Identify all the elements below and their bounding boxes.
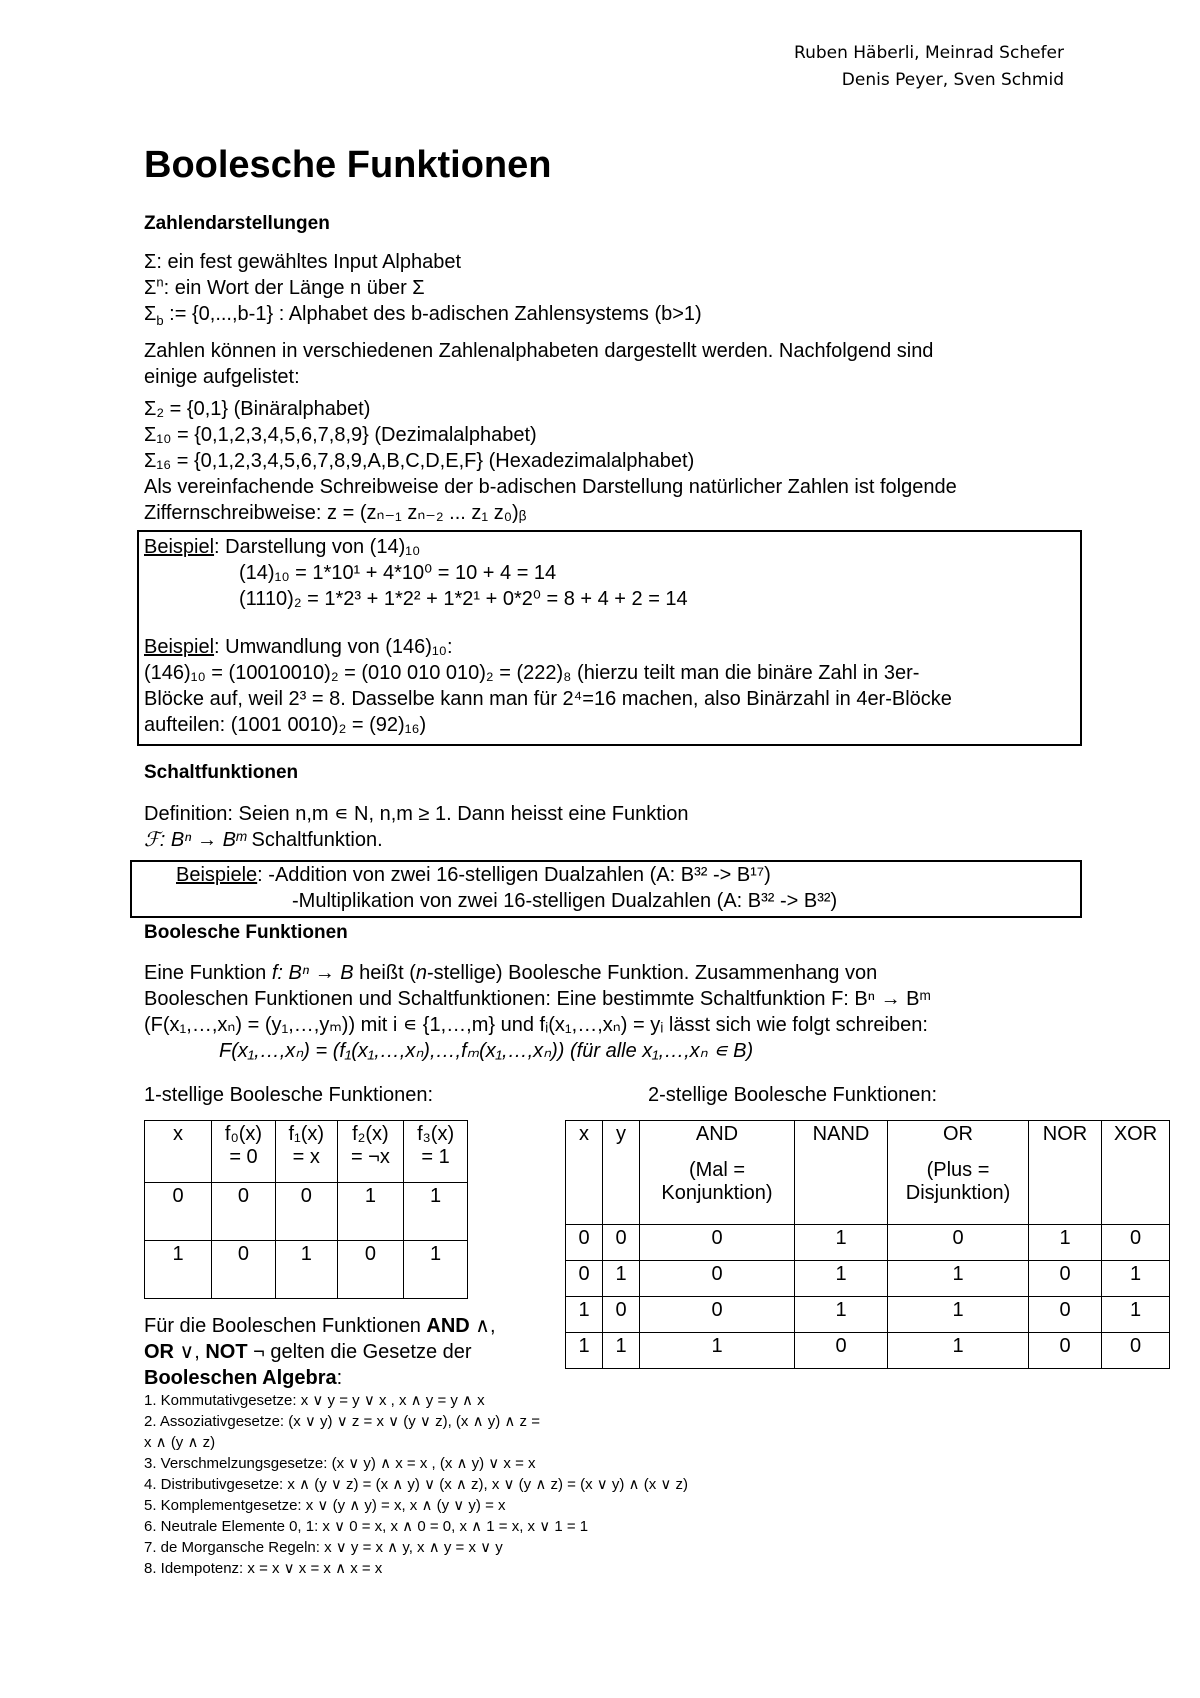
table-cell: 0 bbox=[603, 1297, 640, 1333]
authors-line2: Denis Peyer, Sven Schmid bbox=[841, 70, 1064, 90]
alphabet-list bbox=[144, 396, 957, 526]
definition-line2: ℱ: Bⁿ → Bᵐ Schaltfunktion. bbox=[144, 829, 383, 851]
table-cell: 1 bbox=[566, 1297, 603, 1333]
table-row bbox=[145, 1183, 468, 1241]
table-cell: 1 bbox=[1029, 1225, 1102, 1261]
table1-header: f₁(x) = x bbox=[275, 1121, 337, 1183]
table2-header-row bbox=[566, 1121, 1170, 1225]
table-row bbox=[145, 1241, 468, 1299]
table-cell: 1 bbox=[795, 1297, 888, 1333]
table-row bbox=[566, 1225, 1170, 1261]
boolesche-line3: (F(x₁,…,xₙ) = (y₁,…,yₘ)) mit i ∊ {1,…,m} und fᵢ(x₁,…,xₙ) = yᵢ lässt sich wie folgt schreiben: bbox=[144, 1014, 928, 1036]
table-cell: 1 bbox=[566, 1333, 603, 1369]
table1-header: x bbox=[145, 1121, 212, 1183]
table2-header: AND (Mal = Konjunktion) bbox=[640, 1121, 795, 1225]
beispiel-2-line1: (146)₁₀ = (10010010)₂ = (010 010 010)₂ = (222)₈ (hierzu teilt man die binäre Zahl in 3er- bbox=[144, 662, 920, 684]
table2-header: x bbox=[566, 1121, 603, 1225]
table2-caption: 2-stellige Boolesche Funktionen: bbox=[648, 1084, 938, 1106]
table-cell: 0 bbox=[275, 1183, 337, 1241]
law-assoziativ-cont: x ∧ (y ∧ z) bbox=[144, 1434, 216, 1451]
table-row bbox=[566, 1333, 1170, 1369]
beispiel-2 bbox=[144, 634, 952, 738]
beispiel-1-line1: (14)₁₀ = 1*10¹ + 4*10⁰ = 10 + 4 = 14 bbox=[239, 562, 557, 584]
table2-header: y bbox=[603, 1121, 640, 1225]
table-cell: 1 bbox=[1102, 1297, 1170, 1333]
notation-line1: Als vereinfachende Schreibweise der b-adischen Darstellung natürlicher Zahlen ist folgende bbox=[144, 476, 957, 498]
table-cell: 0 bbox=[337, 1241, 404, 1299]
law-komplement: 5. Komplementgesetze: x ∨ (y ∧ y) = x, x ∧ (y ∨ y) = x bbox=[144, 1497, 506, 1514]
sigma-n-def: $\Sigma^n$: ein Wort der Länge n über Σ bbox=[144, 274, 425, 299]
table-cell: 1 bbox=[888, 1261, 1029, 1297]
table1-header-row bbox=[145, 1121, 468, 1183]
table-cell: 1 bbox=[275, 1241, 337, 1299]
table-cell: 0 bbox=[212, 1183, 276, 1241]
table-cell: 0 bbox=[1029, 1297, 1102, 1333]
table-cell: 0 bbox=[1102, 1225, 1170, 1261]
gesetze-list bbox=[144, 1390, 688, 1579]
law-distributiv: 4. Distributivgesetze: x ∧ (y ∨ z) = (x ∧ y) ∨ (x ∧ z), x ∨ (y ∧ z) = (x ∨ y) ∧ (x ∨ z) bbox=[144, 1476, 688, 1493]
table-cell: 0 bbox=[1029, 1333, 1102, 1369]
authors-line1: Ruben Häberli, Meinrad Schefer bbox=[794, 43, 1064, 63]
boolesche-text bbox=[144, 960, 931, 1064]
table-cell: 0 bbox=[795, 1333, 888, 1369]
beispiel-1 bbox=[144, 534, 688, 612]
beispiel-label: Beispiel bbox=[144, 536, 215, 558]
table-cell: 0 bbox=[603, 1225, 640, 1261]
table-cell: 1 bbox=[888, 1297, 1029, 1333]
table-cell: 1 bbox=[404, 1183, 468, 1241]
alphabet-hex: Σ₁₆ = {0,1,2,3,4,5,6,7,8,9,A,B,C,D,E,F} (Hexadezimalalphabet) bbox=[144, 450, 695, 472]
boolesche-line1: Eine Funktion f: Bⁿ → B heißt (n-stellige) Boolesche Funktion. Zusammenhang von bbox=[144, 962, 878, 984]
law-neutral: 6. Neutrale Elemente 0, 1: x ∨ 0 = x, x ∧ 0 = 0, x ∧ 1 = x, x ∨ 1 = 1 bbox=[144, 1518, 589, 1535]
law-assoziativ: 2. Assoziativgesetze: (x ∨ y) ∨ z = x ∨ (y ∨ z), (x ∧ y) ∧ z = bbox=[144, 1413, 540, 1430]
alphabet-decimal: Σ₁₀ = {0,1,2,3,4,5,6,7,8,9} (Dezimalalphabet) bbox=[144, 424, 537, 446]
table-cell: 0 bbox=[640, 1297, 795, 1333]
table1-header: f₃(x) = 1 bbox=[404, 1121, 468, 1183]
beispiel-addition: : -Addition von zwei 16-stelligen Dualzahlen (A: B³² -> B¹⁷) bbox=[257, 864, 771, 886]
heading-zahlendarstellungen: Zahlendarstellungen bbox=[144, 213, 330, 234]
beispiel-2-line3: aufteilen: (1001 0010)₂ = (92)₁₆) bbox=[144, 714, 427, 736]
table-cell: 1 bbox=[145, 1241, 212, 1299]
beispiel-2-line2: Blöcke auf, weil 2³ = 8. Dasselbe kann man für 2⁴=16 machen, also Binärzahl in 4er-Blöcke bbox=[144, 688, 952, 710]
gesetze-intro-line3: Booleschen Algebra: bbox=[144, 1367, 343, 1389]
table-cell: 1 bbox=[795, 1261, 888, 1297]
table-1-stellig bbox=[144, 1120, 468, 1299]
table-cell: 1 bbox=[1102, 1261, 1170, 1297]
table-2-stellig bbox=[565, 1120, 1170, 1369]
alphabet-binary: Σ₂ = {0,1} (Binäralphabet) bbox=[144, 398, 371, 420]
table2-header: OR (Plus = Disjunktion) bbox=[888, 1121, 1029, 1225]
sigma-b-def: $\Sigma_b$ := {0,...,b-1} : Alphabet des b-adischen Zahlensystems (b>1) bbox=[144, 303, 702, 328]
sigma-def: Σ: ein fest gewähltes Input Alphabet bbox=[144, 251, 462, 273]
intro-line2: einige aufgelistet: bbox=[144, 366, 300, 388]
table-cell: 1 bbox=[640, 1333, 795, 1369]
boolesche-line4: F(x₁,…,xₙ) = (f₁(x₁,…,xₙ),…,fₘ(x₁,…,xₙ)) (für alle x₁,…,xₙ ∊ B) bbox=[219, 1040, 754, 1062]
table-cell: 1 bbox=[603, 1261, 640, 1297]
table-cell: 0 bbox=[640, 1261, 795, 1297]
heading-schaltfunktionen: Schaltfunktionen bbox=[144, 762, 299, 783]
table1-header: f₀(x) = 0 bbox=[212, 1121, 276, 1183]
table-cell: 0 bbox=[566, 1225, 603, 1261]
table-cell: 0 bbox=[1102, 1333, 1170, 1369]
table-cell: 1 bbox=[795, 1225, 888, 1261]
table-row bbox=[566, 1297, 1170, 1333]
beispiel-label: Beispiel bbox=[144, 636, 215, 658]
table-cell: 0 bbox=[1029, 1261, 1102, 1297]
table-cell: 0 bbox=[145, 1183, 212, 1241]
table-cell: 1 bbox=[337, 1183, 404, 1241]
alphabet-intro bbox=[144, 338, 933, 390]
table-cell: 0 bbox=[566, 1261, 603, 1297]
beispiel-1-line2: (1110)₂ = 1*2³ + 1*2² + 1*2¹ + 0*2⁰ = 8 + 4 + 2 = 14 bbox=[239, 588, 688, 610]
authors bbox=[794, 40, 1064, 94]
table-cell: 1 bbox=[603, 1333, 640, 1369]
intro-line1: Zahlen können in verschiedenen Zahlenalphabeten dargestellt werden. Nachfolgend sind bbox=[144, 340, 934, 362]
table2-header: NAND bbox=[795, 1121, 888, 1225]
table-cell: 1 bbox=[404, 1241, 468, 1299]
gesetze-intro-line2: OR ∨, NOT ¬ gelten die Gesetze der bbox=[144, 1341, 472, 1363]
definition-line1: Definition: Seien n,m ∊ N, n,m ≥ 1. Dann heisst eine Funktion bbox=[144, 803, 689, 825]
beispiel-multiplikation: -Multiplikation von zwei 16-stelligen Dualzahlen (A: B³² -> B³²) bbox=[292, 890, 838, 912]
table1-caption: 1-stellige Boolesche Funktionen: bbox=[144, 1084, 434, 1106]
law-de-morgan: 7. de Morgansche Regeln: x ∨ y = x ∧ y, x ∧ y = x ∨ y bbox=[144, 1539, 503, 1556]
beispiele-content bbox=[176, 862, 837, 914]
beispiel-2-title: : Umwandlung von (146)₁₀: bbox=[214, 636, 453, 658]
boolesche-line2: Booleschen Funktionen und Schaltfunktionen: Eine bestimmte Schaltfunktion F: Bⁿ → Bᵐ bbox=[144, 988, 931, 1010]
table-cell: 0 bbox=[640, 1225, 795, 1261]
heading-boolesche: Boolesche Funktionen bbox=[144, 922, 348, 943]
table2-header: XOR bbox=[1102, 1121, 1170, 1225]
beispiele-label: Beispiele bbox=[176, 864, 258, 886]
schaltfunktion-definition bbox=[144, 801, 688, 853]
gesetze-intro bbox=[144, 1313, 496, 1391]
law-verschmelzung: 3. Verschmelzungsgesetze: (x ∨ y) ∧ x = x , (x ∧ y) ∨ x = x bbox=[144, 1455, 536, 1472]
table-cell: 1 bbox=[888, 1333, 1029, 1369]
gesetze-intro-line1: Für die Booleschen Funktionen AND ∧, bbox=[144, 1315, 496, 1337]
table1-header: f₂(x) = ¬x bbox=[337, 1121, 404, 1183]
law-idempotenz: 8. Idempotenz: x = x ∨ x = x ∧ x = x bbox=[144, 1560, 383, 1577]
page-title: Boolesche Funktionen bbox=[144, 144, 552, 186]
table-row bbox=[566, 1261, 1170, 1297]
sigma-definitions bbox=[144, 249, 702, 327]
beispiel-1-title: : Darstellung von (14)₁₀ bbox=[214, 536, 421, 558]
table2-header: NOR bbox=[1029, 1121, 1102, 1225]
table-cell: 0 bbox=[888, 1225, 1029, 1261]
notation-line2: Ziffernschreibweise: z = (zₙ₋₁ zₙ₋₂ ... z₁ z₀)ᵦ bbox=[144, 502, 527, 524]
law-kommutativ: 1. Kommutativgesetze: x ∨ y = y ∨ x , x ∧ y = y ∧ x bbox=[144, 1392, 485, 1409]
table-cell: 0 bbox=[212, 1241, 276, 1299]
